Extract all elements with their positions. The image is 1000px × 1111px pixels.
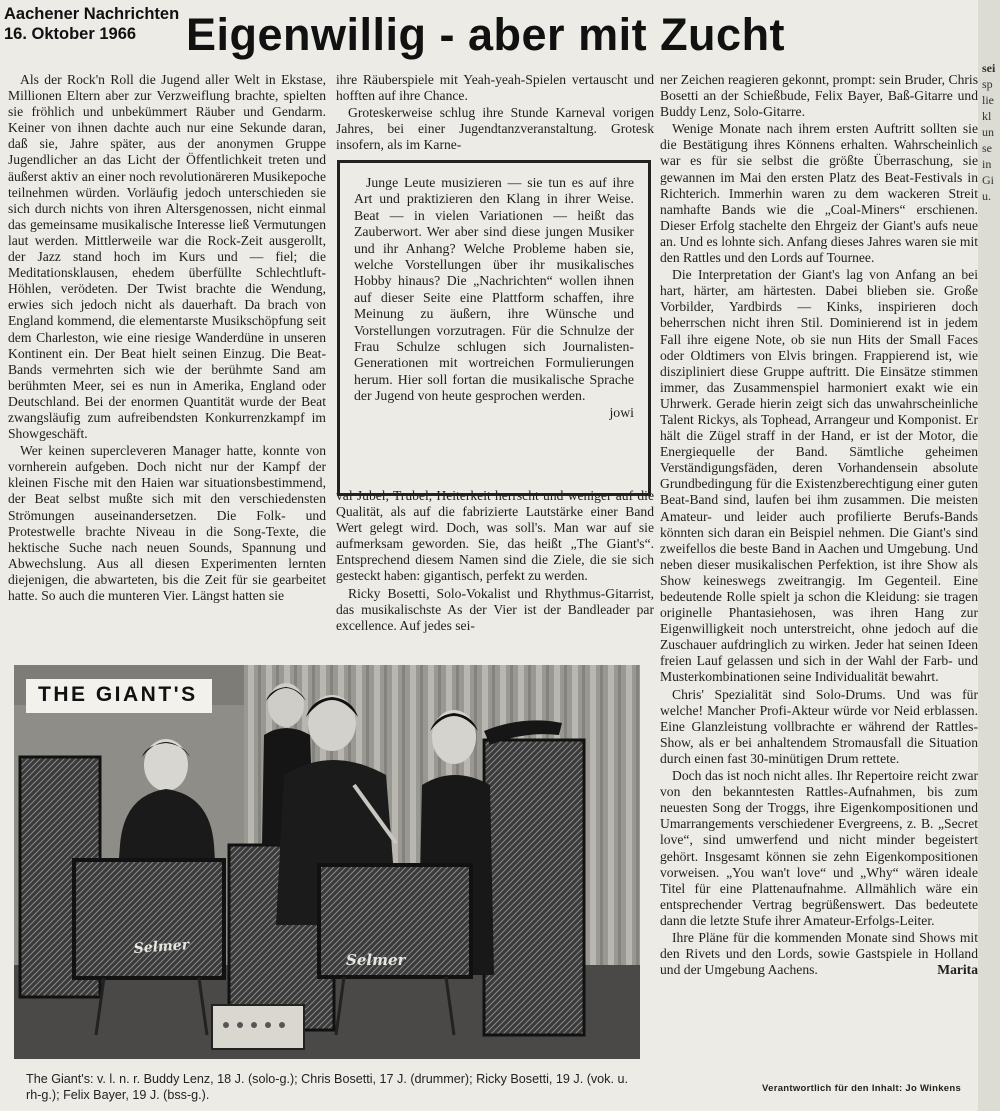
fragment: Gi xyxy=(982,173,994,187)
editorial-infobox xyxy=(337,160,651,496)
fragment: un xyxy=(982,125,994,139)
paragraph: Doch das ist noch nicht alles. Ihr Repertoire reicht zwar von den bekanntesten Rattles-Aufnahmen, bis zum neuesten Song der Troggs, ihre Eigenkompositionen und Umarrangements verschiedener Evergreens, z. B. „Secret love“, sind umwerfend und nicht minder begeistert gehört. Insgesamt können sie zehn Eigenkompositionen vorweisen. „You wan't love“ und „Why“ wären ideale Titel für eine Plattenaufnahme. Allmählich wäre ein entsprechender Vertrag begrüßenswert. Das bedeutete dann die letzte Stufe ihrer Amateur-Erfolgs-Leiter. xyxy=(660,768,978,928)
band-photo xyxy=(14,665,640,1059)
infobox-text: Junge Leute musizieren — sie tun es auf ihre Art und praktizieren den Klang in ihrer Weise. Beat — in vielen Variationen — heißt das Zauberwort. Wer aber sind diese jungen Musiker und ihr Anhang? Welche Probleme haben sie, welche Vorstellungen über ihr musikalisches Hobby hinaus? Die „Nachrichten“ wollen ihnen auf dieser Seite eine Plattform schaffen, ihre Meinung zu äußern, ihre Wünsche und Vorstellungen vorzutragen. Für die Schnulze der Frau Schulze schlugen sich Journalisten-Generationen mit wortreichen Formulierungen herum. Hier soll fortan die musikalische Sprache der Jugend von heute gesprochen werden. xyxy=(354,175,634,404)
paragraph: Ihre Pläne für die kommenden Monate sind Shows mit den Rivets und den Lords, sowie Gastspiele in Holland und der Umgebung Aachens. xyxy=(660,929,978,978)
article-headline: Eigenwillig - aber mit Zucht xyxy=(186,9,786,60)
infobox-signature: jowi xyxy=(609,404,634,420)
fragment: sei xyxy=(982,61,996,75)
paragraph: Wenige Monate nach ihrem ersten Auftritt sollten sie die Bestätigung ihres Könnens erhalten. Wahrscheinlich war es für sie selbst die größte Überraschung, sie gewannen im Mai den ersten Platz des Beat-Festivals in Richterich. Immerhin waren zu dem wackeren Streit namhafte Bands wie die „Coal-Miners“ erschienen. Dieser Erfolg stachelte den Ehrgeiz der Giant's aufs neue an. Und es lohnte sich. Anfang dieses Jahres waren sie mit den Rattles und den Lords auf Tournee. xyxy=(660,121,978,266)
article-author: Marita xyxy=(937,962,978,978)
paragraph: Ricky Bosetti, Solo-Vokalist und Rhythmus-Gitarrist, das musikalischste As der Vier ist der Bandleader par excellence. Auf jedes sei- xyxy=(336,585,654,633)
paragraph: Die Interpretation der Giant's lag von Anfang an bei hart, härter, am härtesten. Dabei blieben sie. Große Vorbilder, Yardbirds — Kinks, inspirieren doch beherrschen nicht ihren Stil. Dominierend ist in jedem Fall ihre eigene Note, ob sie nun Hits der Small Faces oder Oldtimers von Elvis bringen. Frappierend ist, wie diszipliniert diese Gruppe auftritt. Die Einsätze stimmen immer, das Zusammenspiel harmoniert exakt wie ein Uhrwerk. Gerade hierin zeigt sich das unwahrscheinliche Talent Rickys, als Tophead, Arrangeur und Komponist. Er hält die Zügel straff in der Hand, er ist der Motor, die Energiequelle der Band. Sämtliche geheimen Verständigungsfäden, deren Vorhandensein absolute Grundbedingung für die Existenzberechtigung einer guten Beat-Band sind, laufen bei ihm zusammen. Die meisten Amateur- und leider auch profilierte Berufs-Bands könnten sich daran ein Beispiel nehmen. Die Giant's sind zweifellos die beste Band in Aachen und Umgebung. Und neben dieser musikalischen Perfektion, ist ihre Show als Show keineswegs zweitrangig. Im Gegenteil. Eine bedeutende Rolle spielt ja schon die Kleidung: sie tragen originelle Phantasiehosen, was ihren Hang zur Eigenwilligkeit noch unterstreicht, ohne jedoch auf die Zuschauer aufdringlich zu wirken. Jeder hat seinen Ideen freien Lauf gelassen und sich in der Wahl der Farb- und Musterkombinationen seine Individualität bewahrt. xyxy=(660,267,978,685)
svg-text:Selmer: Selmer xyxy=(346,951,406,969)
adjacent-page-fragments xyxy=(982,60,1000,204)
paragraph: Groteskerweise schlug ihre Stunde Karneval vorigen Jahres, bei einer Jugendtanzveranstaltung. Grotesk insofern, als im Karne- xyxy=(336,105,654,153)
article-column-2-top xyxy=(336,72,654,153)
fragment: se xyxy=(982,141,992,155)
article-column-3 xyxy=(660,72,978,978)
paragraph: val Jubel, Trubel, Heiterkeit herrscht und weniger auf die Qualität, als auf die fabrizierte Lautstärke einer Band Wert gelegt wird. Doch, was soll's. Man war auf sie aufmerksam geworden. Sie, das heißt „The Giant's“. Entsprechend diesem Namen sind die Ziele, die sie sich gesteckt haben: gigantisch, perfekt zu werden. xyxy=(336,488,654,584)
paragraph: Chris' Spezialität sind Solo-Drums. Und was für welche! Mancher Profi-Akteur würde vor Neid erblassen. Eine Glanzleistung vollbrachte er während der Rattles-Show, als er bei anhaltendem Stromausfall die Situation durch einen fast 30-minütigen Drum rettete. xyxy=(660,686,978,766)
fragment: u. xyxy=(982,189,991,203)
editorial-credit: Verantwortlich für den Inhalt: Jo Winkens xyxy=(762,1083,962,1094)
publication-date: 16. Oktober 1966 xyxy=(4,25,137,43)
photo-title: THE GIANT'S xyxy=(26,679,212,713)
article-column-1 xyxy=(8,72,326,604)
publication-masthead xyxy=(4,4,184,44)
band-photo-illustration xyxy=(14,665,640,1059)
photo-caption: The Giant's: v. l. n. r. Buddy Lenz, 18 J. (solo-g.); Chris Bosetti, 17 J. (drummer); Ricky Bosetti, 19 J. (vok. u. rh-g.); Felix Bayer, 19 J. (bss-g.). xyxy=(26,1072,628,1102)
svg-text:Selmer: Selmer xyxy=(133,937,190,957)
article-column-2-bottom xyxy=(336,488,654,634)
fragment: lie xyxy=(982,93,994,107)
publication-name: Aachener Nachrichten xyxy=(4,5,180,23)
fragment: in xyxy=(982,157,992,171)
paragraph: Als der Rock'n Roll die Jugend aller Welt in Ekstase, Millionen Eltern aber zur Verzweiflung brachte, spielten sie fröhlich und unbekümmert Räuber und Gendarm. Keiner von ihnen dachte auch nur eine Sekunde daran, daß sie, Jahre später, aus der anonymen Gruppe Jugendlicher an das Licht der Öffentlichkeit treten und äußerst aktiv an einer noch revolutionäreren Musikepoche teilnehmen würden. Vorläufig jedoch unterschieden sie sich durch nichts von ihren Altersgenossen, nicht einmal das gemeinsame musikalische Interesse ließ Vermutungen laut werden. Mittlerweile war die Rock-Zeit ausgerollt, der Jazz stand hoch im Kurs und — fiel; die Meditationsklausen, ehedem überfüllte Schlechtluft-Höhlen, verödeten. Der Twist brachte die Wendung, erwies sich jedoch nicht als dauerhaft. Da brach von England kommend, die elementarste Musikschöpfung seit dem Charleston, wie eine riesige Wanderdüne in unseren Kontinent ein. Der Beat hielt seinen Einzug. Die Beat-Bands vermehrten sich wie der berühmte Sand am berühmten Meer, sei es nun in Amerika, England oder Deutschland. Bei der enormen Quantität wurde der Beat zwangsläufig zum aufreibendsten Konkurrenzkampf im Showgeschäft. xyxy=(8,72,326,442)
paragraph: ner Zeichen reagieren gekonnt, prompt: sein Bruder, Chris Bosetti an der Schießbude, Felix Bayer, Baß-Gitarre und Buddy Lenz, Solo-Gitarre. xyxy=(660,72,978,120)
paragraph: Wer keinen supercleveren Manager hatte, konnte von vornherein aufgeben. Doch nicht nur der Kampf der kleinen Fische mit den Haien war situationsbestimmend, der Beat selbst mußte sich mit den verschiedensten Strömungen auseinandersetzen. Die Folk- und Protestwelle brachte Niveau in die Song-Texte, die hektische Suche nach neuen Sounds, Spannung und Abwechslung. Aus all diesen Experimenten lernten diejenigen, die abwarteten, bis die Zeit für sie gearbeitet hatte. So auch die munteren Vier. Längst hatten sie xyxy=(8,443,326,603)
fragment: kl xyxy=(982,109,992,123)
paragraph: ihre Räuberspiele mit Yeah-yeah-Spielen vertauscht und hofften auf ihre Chance. xyxy=(336,72,654,104)
fragment: sp xyxy=(982,77,993,91)
speaker-column-right xyxy=(484,740,584,1035)
